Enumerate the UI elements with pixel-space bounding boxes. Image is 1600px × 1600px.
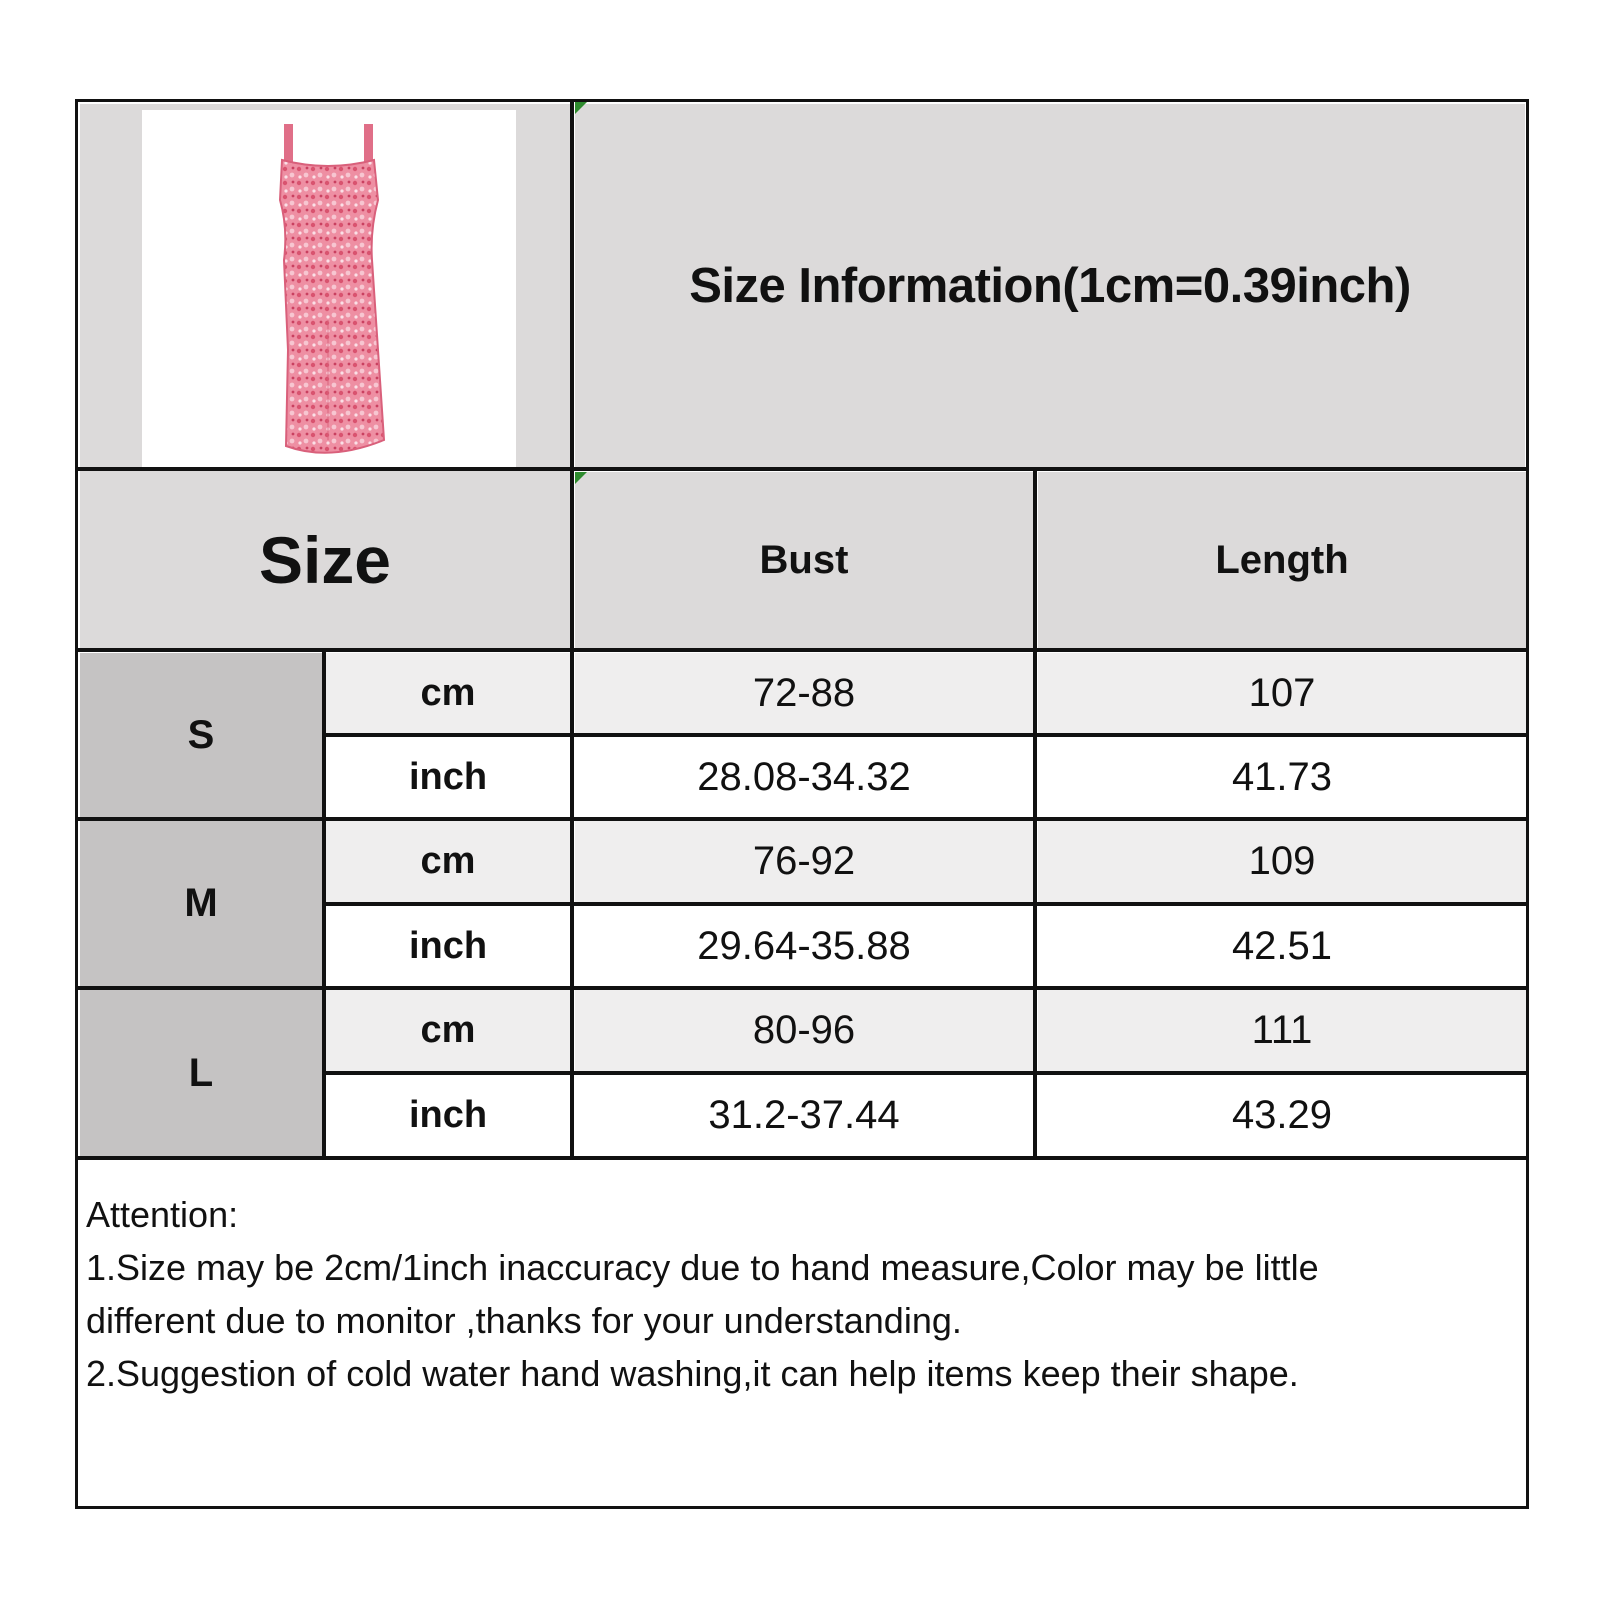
size-column-header: [80, 472, 570, 648]
page-title: Size Information(1cm=0.39inch): [689, 259, 1411, 313]
length-value: 109: [1248, 839, 1316, 883]
product-image: [142, 110, 516, 470]
attention-notes: [86, 1188, 1516, 1400]
length-header-label: Length: [1215, 537, 1349, 582]
unit-label: cm: [420, 671, 476, 714]
title-banner: [575, 104, 1525, 468]
length-column-header: [1038, 472, 1526, 648]
bust-value: 76-92: [752, 839, 856, 883]
length-value: 107: [1248, 670, 1316, 715]
table-cell: [1038, 737, 1526, 817]
size-letter: M: [184, 881, 218, 925]
notes-line: 2.Suggestion of cold water hand washing,it can help items keep their shape.: [86, 1353, 1299, 1394]
unit-label: cm: [420, 840, 476, 882]
unit-cell: [326, 906, 570, 986]
bust-value: 31.2-37.44: [708, 1093, 900, 1137]
table-cell: [1038, 821, 1526, 902]
notes-heading: Attention:: [86, 1194, 239, 1235]
bust-value: 72-88: [752, 670, 856, 715]
cell-marker-icon: [575, 102, 587, 114]
size-label-l: [80, 990, 322, 1156]
unit-cell: [326, 821, 570, 902]
length-value: 111: [1251, 1008, 1313, 1052]
size-header-label: Size: [258, 523, 392, 597]
table-cell: [1038, 906, 1526, 986]
unit-cell: [326, 737, 570, 817]
table-cell: [575, 906, 1033, 986]
unit-cell: [326, 1075, 570, 1156]
size-letter: S: [187, 712, 215, 757]
pink-floral-dress-icon: [142, 110, 516, 470]
length-value: 42.51: [1231, 923, 1333, 968]
table-cell: [575, 990, 1033, 1071]
size-label-s: [80, 653, 322, 817]
notes-line: different due to monitor ,thanks for your understanding.: [86, 1300, 962, 1341]
product-image-frame: [80, 104, 572, 474]
bust-header-label: Bust: [759, 537, 849, 582]
table-cell: [575, 653, 1033, 733]
table-cell: [1038, 653, 1526, 733]
unit-label: inch: [408, 755, 488, 798]
table-cell: [1038, 990, 1526, 1071]
size-letter: L: [188, 1050, 214, 1095]
unit-cell: [326, 653, 570, 733]
unit-label: cm: [420, 1009, 476, 1051]
unit-label: inch: [408, 924, 488, 967]
length-value: 43.29: [1231, 1093, 1333, 1137]
cell-marker-icon: [575, 472, 587, 484]
bust-value: 80-96: [752, 1008, 856, 1052]
notes-line: 1.Size may be 2cm/1inch inaccuracy due to hand measure,Color may be little: [86, 1247, 1319, 1288]
unit-cell: [326, 990, 570, 1071]
table-cell: [1038, 1075, 1526, 1156]
size-label-m: [80, 821, 322, 986]
table-cell: [575, 737, 1033, 817]
table-cell: [575, 821, 1033, 902]
bust-value: 29.64-35.88: [697, 923, 911, 968]
size-chart: [75, 99, 1529, 1509]
unit-label: inch: [408, 1094, 488, 1136]
table-cell: [575, 1075, 1033, 1156]
length-value: 41.73: [1231, 754, 1333, 799]
bust-value: 28.08-34.32: [697, 754, 911, 799]
bust-column-header: [575, 472, 1033, 648]
